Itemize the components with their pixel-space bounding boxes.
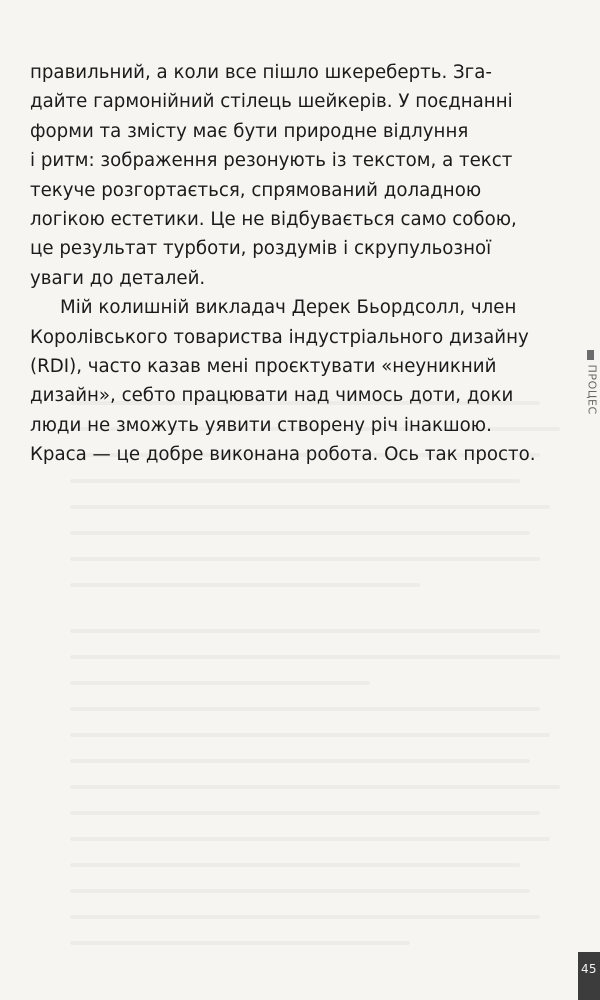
text-line: уваги до деталей. [30,267,206,289]
page-number-tab [578,952,600,1000]
text-line: Королівського товариства індустріального дизайну [30,326,529,348]
text-line: (RDI), часто казав мені проєктувати «неуникний [30,356,497,378]
text-line: текуче розгортається, спрямований доладною [30,179,482,201]
show-through-text [70,395,580,965]
text-line: дизайн», себто працювати над чимось доти, доки [30,385,514,407]
text-line: це результат турботи, роздумів і скрупульозної [30,238,492,260]
paragraph-2 [30,293,548,469]
text-line: дайте гармонійний стілець шейкерів. У поєднанні [30,91,513,113]
text-line: Мій колишній викладач Дерек Бьордсолл, член [60,297,517,319]
text-line: і ритм: зображення резонують із текстом, а текст [30,150,513,172]
section-side-tab [584,350,598,460]
section-label: ПРОЦЕС [585,364,599,415]
text-line: логікою естетики. Це не відбувається само собою, [30,209,517,231]
paragraph-1 [30,58,548,293]
text-line: форми та змісту має бути природне відлуння [30,120,469,142]
body-text [30,58,548,470]
text-line: люди не зможуть уявити створену річ інакшою. [30,414,492,436]
text-line: правильний, а коли все пішло шкереберть. Зга- [30,62,492,83]
text-line: Краса — це добре виконана робота. Ось так просто. [30,444,536,466]
section-marker [587,350,594,360]
page-number: 45 [581,962,597,976]
